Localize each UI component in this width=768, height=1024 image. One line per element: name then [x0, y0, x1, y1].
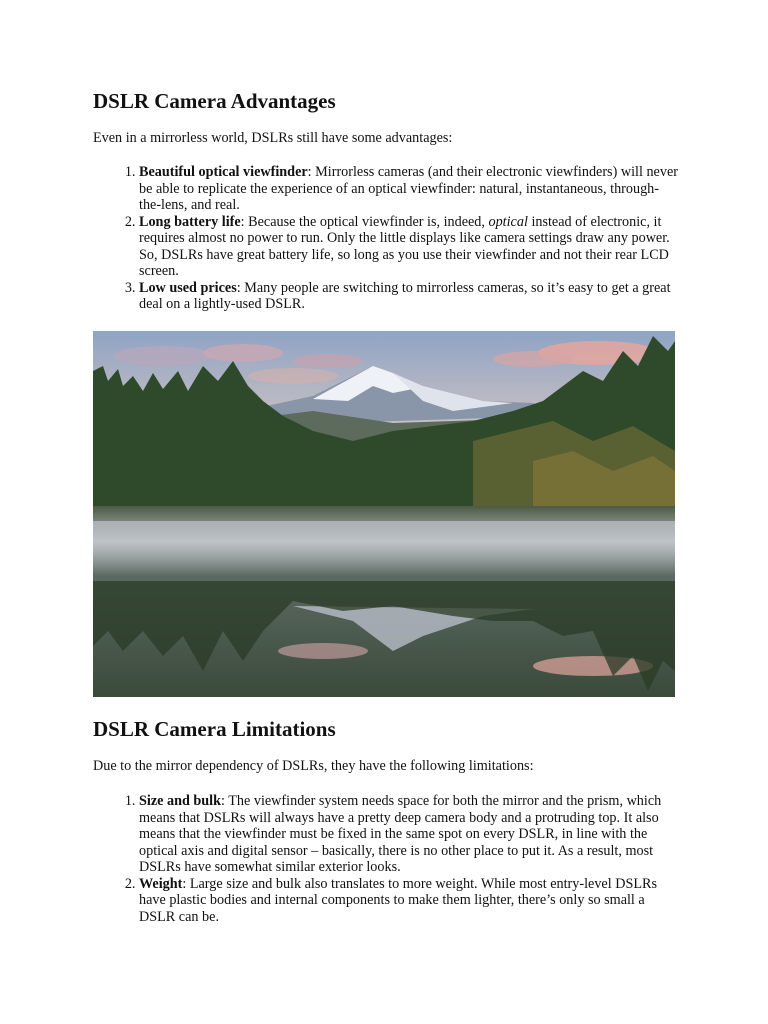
item-text: : Large size and bulk also translates to more weight. While most entry-level DSLRs have plastic bodies and internal components to make them lighter, there’s only so small a DSLR can be. — [139, 875, 658, 925]
item-title: Low used prices — [139, 279, 237, 296]
list-item — [139, 280, 678, 313]
advantages-intro: Even in a mirrorless world, DSLRs still have some advantages: — [93, 130, 453, 146]
item-text: : Because the optical viewfinder is, indeed, — [240, 213, 489, 230]
item-title: Long battery life — [139, 213, 241, 230]
list-item — [139, 214, 678, 280]
advantages-list — [93, 164, 678, 313]
item-emphasis: optical — [488, 213, 528, 230]
item-title: Size and bulk — [139, 793, 222, 809]
item-text: : Many people are switching to mirrorless cameras, so it’s easy to get a great deal on a lightly-used DSLR. — [139, 279, 671, 312]
item-text: : Mirrorless cameras (and their electronic viewfinders) will never be able to replicate the experience of an optical viewfinder: natural, instantaneous, through-the-lens, and real. — [139, 164, 678, 213]
heading-limitations: DSLR Camera Limitations — [93, 717, 336, 741]
list-item — [139, 164, 678, 214]
item-text: : The viewfinder system needs space for both the mirror and the prism, which means that DSLRs will always have a pretty deep camera body and a protruding top. It also means that the viewfinder must be fixed in the same spot on every DSLR, in line with the optical axis and digital sensor – basically, there is no other place to put it. As a result, most DSLRs have somewhat similar exterior looks. — [139, 793, 662, 875]
item-title: Beautiful optical viewfinder — [139, 164, 308, 180]
list-item — [139, 876, 678, 926]
limitations-intro: Due to the mirror dependency of DSLRs, they have the following limitations: — [93, 758, 534, 774]
list-item — [139, 793, 678, 876]
item-title: Weight — [139, 875, 183, 892]
heading-advantages: DSLR Camera Advantages — [93, 89, 336, 113]
landscape-image — [93, 331, 675, 697]
item-text: instead of electronic, it requires almost no power to run. Only the little displays like camera settings draw any power. So, DSLRs have great battery life, so long as you use their viewfinder and not their rear LCD screen. — [139, 213, 670, 279]
limitations-list — [93, 793, 678, 925]
mountain-lake-reflection-photo — [93, 331, 675, 697]
